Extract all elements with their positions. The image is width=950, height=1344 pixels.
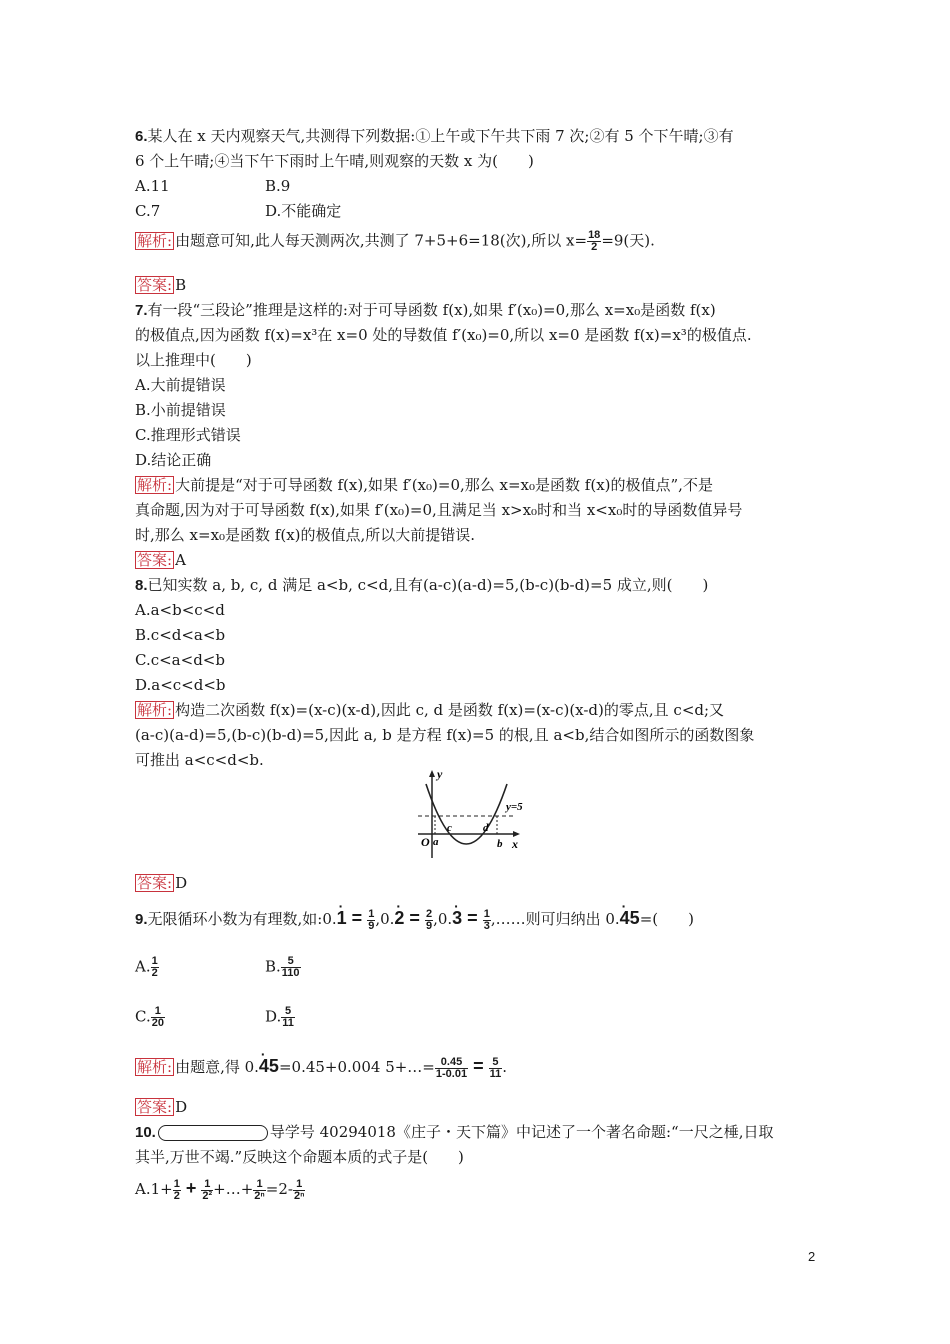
q9-repeating-2: · 2 bbox=[394, 908, 404, 928]
q8-analysis-text-2: (a-c)(a-d)=5,(b-c)(b-d)=5,因此 a, b 是方程 f(x)=5 的根,且 a<b,结合如图所示的函数图象 bbox=[135, 726, 755, 744]
q9-option-d: D. $\frac{5}{11}$ bbox=[265, 1005, 294, 1029]
a-label: a bbox=[433, 836, 439, 848]
q7-analysis-text-3: 时,那么 x=x₀是函数 f(x)的极值点,所以大前提错误. bbox=[135, 526, 476, 544]
q10-line1 bbox=[135, 1122, 773, 1143]
q6-line1 bbox=[135, 126, 734, 147]
answer-label: 答案: bbox=[137, 551, 173, 569]
answer-label: 答案: bbox=[137, 276, 173, 294]
q6-analysis bbox=[135, 230, 655, 253]
guide-badge bbox=[158, 1125, 268, 1141]
q9-answer bbox=[135, 1097, 187, 1117]
q9-sep-1: ,0. bbox=[375, 910, 395, 928]
q7-option-c: C.推理形式错误 bbox=[135, 426, 241, 444]
q8-analysis-text-1: 构造二次函数 f(x)=(x-c)(x-d),因此 c, d 是函数 f(x)=(x-c)(x-d)的零点,且 c<d;又 bbox=[175, 701, 725, 719]
q6-fraction: $\frac{18}{2}$ bbox=[588, 229, 601, 253]
q8-option-c: C.c<a<d<b bbox=[135, 651, 225, 669]
q6-number: 6. bbox=[135, 128, 148, 145]
analysis-label: 解析: bbox=[137, 231, 173, 250]
q7-number: 7. bbox=[135, 302, 148, 319]
q9-frac-3: $\frac{1}{3}$ bbox=[483, 907, 490, 932]
q9-repeating-45: · 45 bbox=[620, 908, 640, 928]
q8-stem-1: 已知实数 a, b, c, d 满足 a<b, c<d,且有(a-c)(a-d)=5,(b-c)(b-d)=5 成立,则( ) bbox=[147, 576, 709, 594]
q9-analysis-start: 由题意,得 0. bbox=[175, 1058, 259, 1076]
q7-line1 bbox=[135, 300, 716, 321]
x-label: x bbox=[512, 837, 518, 851]
q9-option-c: C. $\frac{1}{20}$ bbox=[135, 1005, 164, 1029]
q9-analysis-repeating: · 45 bbox=[259, 1056, 279, 1076]
q9-repeating-3: · 3 bbox=[452, 908, 462, 928]
q6-answer-value: B bbox=[175, 276, 187, 294]
analysis-label: 解析: bbox=[137, 476, 173, 494]
q6-analysis-end: =9(天). bbox=[601, 231, 655, 250]
q6-option-a: A.11 bbox=[135, 177, 170, 195]
analysis-label: 解析: bbox=[137, 1058, 173, 1076]
q8-answer bbox=[135, 873, 187, 893]
answer-label: 答案: bbox=[137, 1098, 173, 1116]
q9-number: 9. bbox=[135, 911, 148, 928]
q8-analysis-text-3: 可推出 a<c<d<b. bbox=[135, 751, 264, 769]
q9-answer-value: D bbox=[175, 1098, 188, 1116]
q7-option-b: B.小前提错误 bbox=[135, 401, 226, 419]
q7-line3: 以上推理中( ) bbox=[135, 351, 252, 369]
y5-label: y=5 bbox=[506, 801, 523, 813]
c-label: c bbox=[447, 822, 452, 834]
q6-option-b: B.9 bbox=[265, 177, 291, 195]
q8-line1 bbox=[135, 575, 708, 596]
page-number: 2 bbox=[808, 1249, 816, 1264]
q9-analysis-frac-2: $\frac{5}{11}$ bbox=[489, 1055, 502, 1080]
q7-analysis-text-2: 真命题,因为对于可导函数 f(x),如果 f′(x₀)=0,且满足当 x>x₀时和当 x<x₀时的导函数值异号 bbox=[135, 501, 743, 519]
q6-answer bbox=[135, 275, 186, 295]
q9-stem-mid: ,……则可归纳出 0. bbox=[490, 910, 620, 928]
q7-option-a: A.大前提错误 bbox=[135, 376, 226, 394]
q9-frac-1: $\frac{1}{9}$ bbox=[368, 907, 375, 932]
q9-analysis-frac-1: $\frac{0.45}{1-0.01}$ bbox=[435, 1055, 468, 1080]
q8-option-d: D.a<c<d<b bbox=[135, 676, 226, 694]
analysis-label: 解析: bbox=[137, 701, 173, 719]
q9-analysis: 解析: 由题意,得 0.· 45=0.45+0.004 5+…= $\frac{0.45}{1-0.01}$ = $\frac{5}{11}$ . bbox=[135, 1056, 507, 1080]
q10-number: 10. bbox=[135, 1124, 156, 1141]
y-axis-arrow-icon bbox=[429, 770, 435, 777]
q7-option-d: D.结论正确 bbox=[135, 451, 212, 469]
q7-stem-1: 有一段“三段论”推理是这样的:对于可导函数 f(x),如果 f′(x₀)=0,那么 x=x₀是函数 f(x) bbox=[147, 301, 716, 319]
q9-sep-2: ,0. bbox=[433, 910, 453, 928]
q9-stem-start: 无限循环小数为有理数,如:0. bbox=[147, 910, 337, 928]
d-label: d bbox=[483, 822, 489, 834]
q9-stem-end: =( ) bbox=[639, 910, 694, 928]
q8-option-a: A.a<b<c<d bbox=[135, 601, 225, 619]
q9-option-b: B. $\frac{5}{110}$ bbox=[265, 955, 300, 979]
q6-option-c: C.7 bbox=[135, 202, 161, 220]
parabola-curve bbox=[426, 784, 507, 844]
q7-analysis bbox=[135, 475, 713, 495]
q9-frac-2: $\frac{2}{9}$ bbox=[425, 907, 433, 932]
q9-line1: 9.无限循环小数为有理数,如:0.· 1 = $\frac{1}{9}$ ,0.· 2 = $\frac{2}{9}$ ,0.· 3 = $\frac{1}{3}$ ,……则可归纳出 0.· 45=( ) bbox=[135, 908, 694, 932]
b-label: b bbox=[497, 838, 503, 850]
origin-label: O bbox=[421, 835, 430, 849]
q10-option-a: A.1+ $\frac{1}{2}$ + $\frac{1}{\text{2²}}$ +…+ $\frac{1}{\text{2ⁿ}}$ =2- $\frac{1}{\text{2ⁿ}}$ bbox=[135, 1177, 305, 1202]
q7-line2: 的极值点,因为函数 f(x)=x³在 x=0 处的导数值 f′(x₀)=0,所以 x=0 是函数 f(x)=x³的极值点. bbox=[135, 326, 752, 344]
q6-line2: 6 个上午晴;④当下午下雨时上午晴,则观察的天数 x 为( ) bbox=[135, 152, 534, 170]
q6-stem-1: 某人在 x 天内观察天气,共测得下列数据:①上午或下午共下雨 7 次;②有 5 个下午晴;③有 bbox=[147, 127, 734, 145]
q8-option-b: B.c<d<a<b bbox=[135, 626, 226, 644]
y-label: y bbox=[437, 768, 443, 781]
q10-line2: 其半,万世不竭.”反映这个命题本质的式子是( ) bbox=[135, 1148, 464, 1166]
q10-stem-1: 导学号 40294018《庄子・天下篇》中记述了一个著名命题:“一尺之棰,日取 bbox=[269, 1123, 774, 1141]
q8-number: 8. bbox=[135, 577, 148, 594]
q7-analysis-text-1: 大前提是“对于可导函数 f(x),如果 f′(x₀)=0,那么 x=x₀是函数 f(x)的极值点”,不是 bbox=[175, 476, 713, 494]
q8-answer-value: D bbox=[175, 874, 188, 892]
q9-option-a: A. $\frac{1}{2}$ bbox=[135, 955, 158, 979]
q8-function-graph bbox=[414, 768, 534, 864]
q6-option-d: D.不能确定 bbox=[265, 202, 342, 220]
answer-label: 答案: bbox=[137, 874, 173, 892]
q6-analysis-text: 由题意可知,此人每天测两次,共测了 7+5+6=18(次),所以 x= bbox=[175, 231, 588, 250]
q9-repeating-1: · 1 bbox=[337, 908, 347, 928]
q8-analysis bbox=[135, 700, 724, 720]
q9-analysis-mid: =0.45+0.004 5+…= bbox=[278, 1058, 435, 1076]
q7-answer bbox=[135, 550, 186, 570]
q7-answer-value: A bbox=[175, 551, 186, 569]
